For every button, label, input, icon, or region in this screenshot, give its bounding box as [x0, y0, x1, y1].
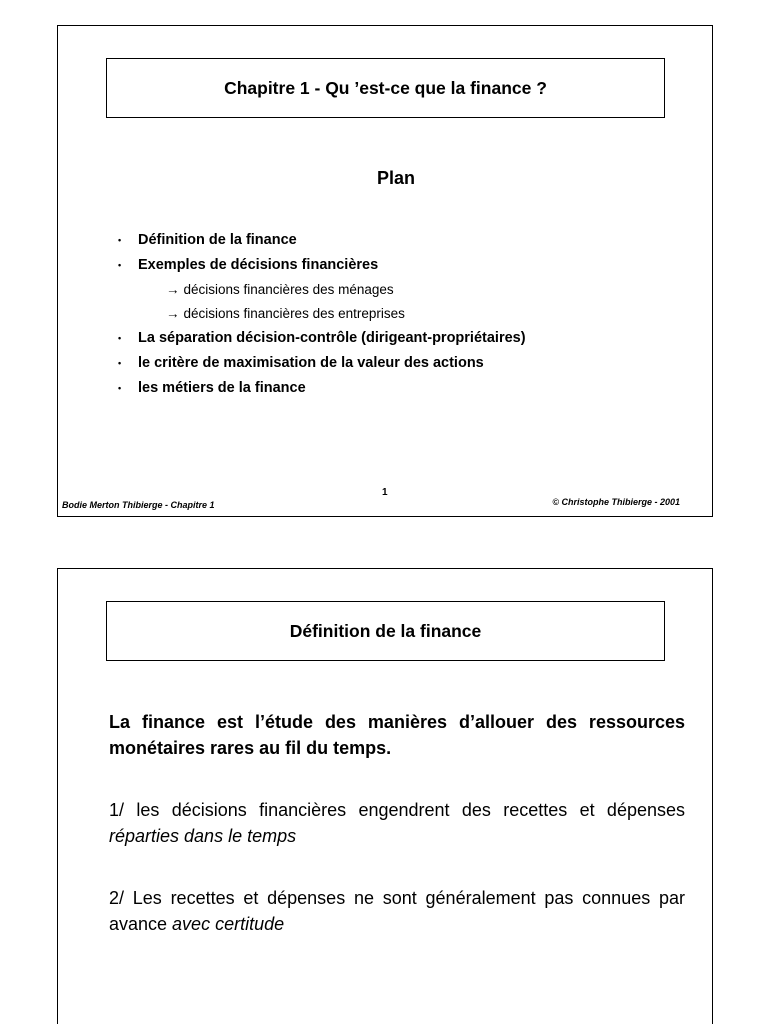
outline-item: [118, 326, 526, 351]
outline-subitem: [118, 302, 526, 326]
point-2-text: 2/ Les recettes et dépenses ne sont généralement pas connues par avance: [109, 888, 685, 934]
slide-1: [57, 25, 713, 517]
point-2: [109, 885, 685, 937]
bullet-icon: •: [118, 260, 122, 270]
outline-item: [118, 253, 526, 278]
outline-item: [118, 351, 526, 376]
plan-heading: Plan: [376, 168, 415, 188]
outline-subitem-label: décisions financières des entreprises: [183, 306, 405, 321]
point-1-emphasis: réparties dans le temps: [109, 826, 297, 846]
outline-item-label: le critère de maximisation de la valeur des actions: [138, 355, 484, 371]
definition-statement: La finance est l’étude des manières d’allouer des ressources monétaires rares au fil du temps.: [109, 712, 685, 758]
arrow-right-icon: →: [166, 282, 180, 297]
bullet-icon: •: [118, 333, 122, 343]
bullet-icon: •: [118, 358, 122, 368]
page-number: 1: [382, 487, 388, 498]
outline-item-label: La séparation décision-contrôle (dirigeant-propriétaires): [138, 330, 526, 346]
outline-item-label: Exemples de décisions financières: [138, 257, 379, 273]
arrow-right-icon: →: [166, 306, 180, 321]
outline-item: [118, 228, 526, 253]
point-2-emphasis: avec certitude: [172, 914, 285, 934]
slide-2: [57, 568, 713, 1024]
bullet-icon: •: [118, 383, 122, 393]
point-1: [109, 797, 685, 849]
outline-item-label: les métiers de la finance: [138, 380, 306, 396]
outline-subitem: [118, 278, 526, 302]
point-1-text: 1/ les décisions financières engendrent des recettes et dépenses: [109, 800, 685, 820]
plan-outline: [118, 228, 526, 401]
slide-2-title: Définition de la finance: [106, 601, 665, 661]
outline-item: [118, 376, 526, 401]
footer-right: © Christophe Thibierge - 2001: [552, 497, 680, 507]
slide-1-title: Chapitre 1 - Qu ’est-ce que la finance ?: [106, 58, 665, 118]
footer-left: Bodie Merton Thibierge - Chapitre 1: [62, 500, 215, 510]
bullet-icon: •: [118, 235, 122, 245]
outline-subitem-label: décisions financières des ménages: [183, 282, 394, 297]
outline-item-label: Définition de la finance: [138, 232, 297, 248]
